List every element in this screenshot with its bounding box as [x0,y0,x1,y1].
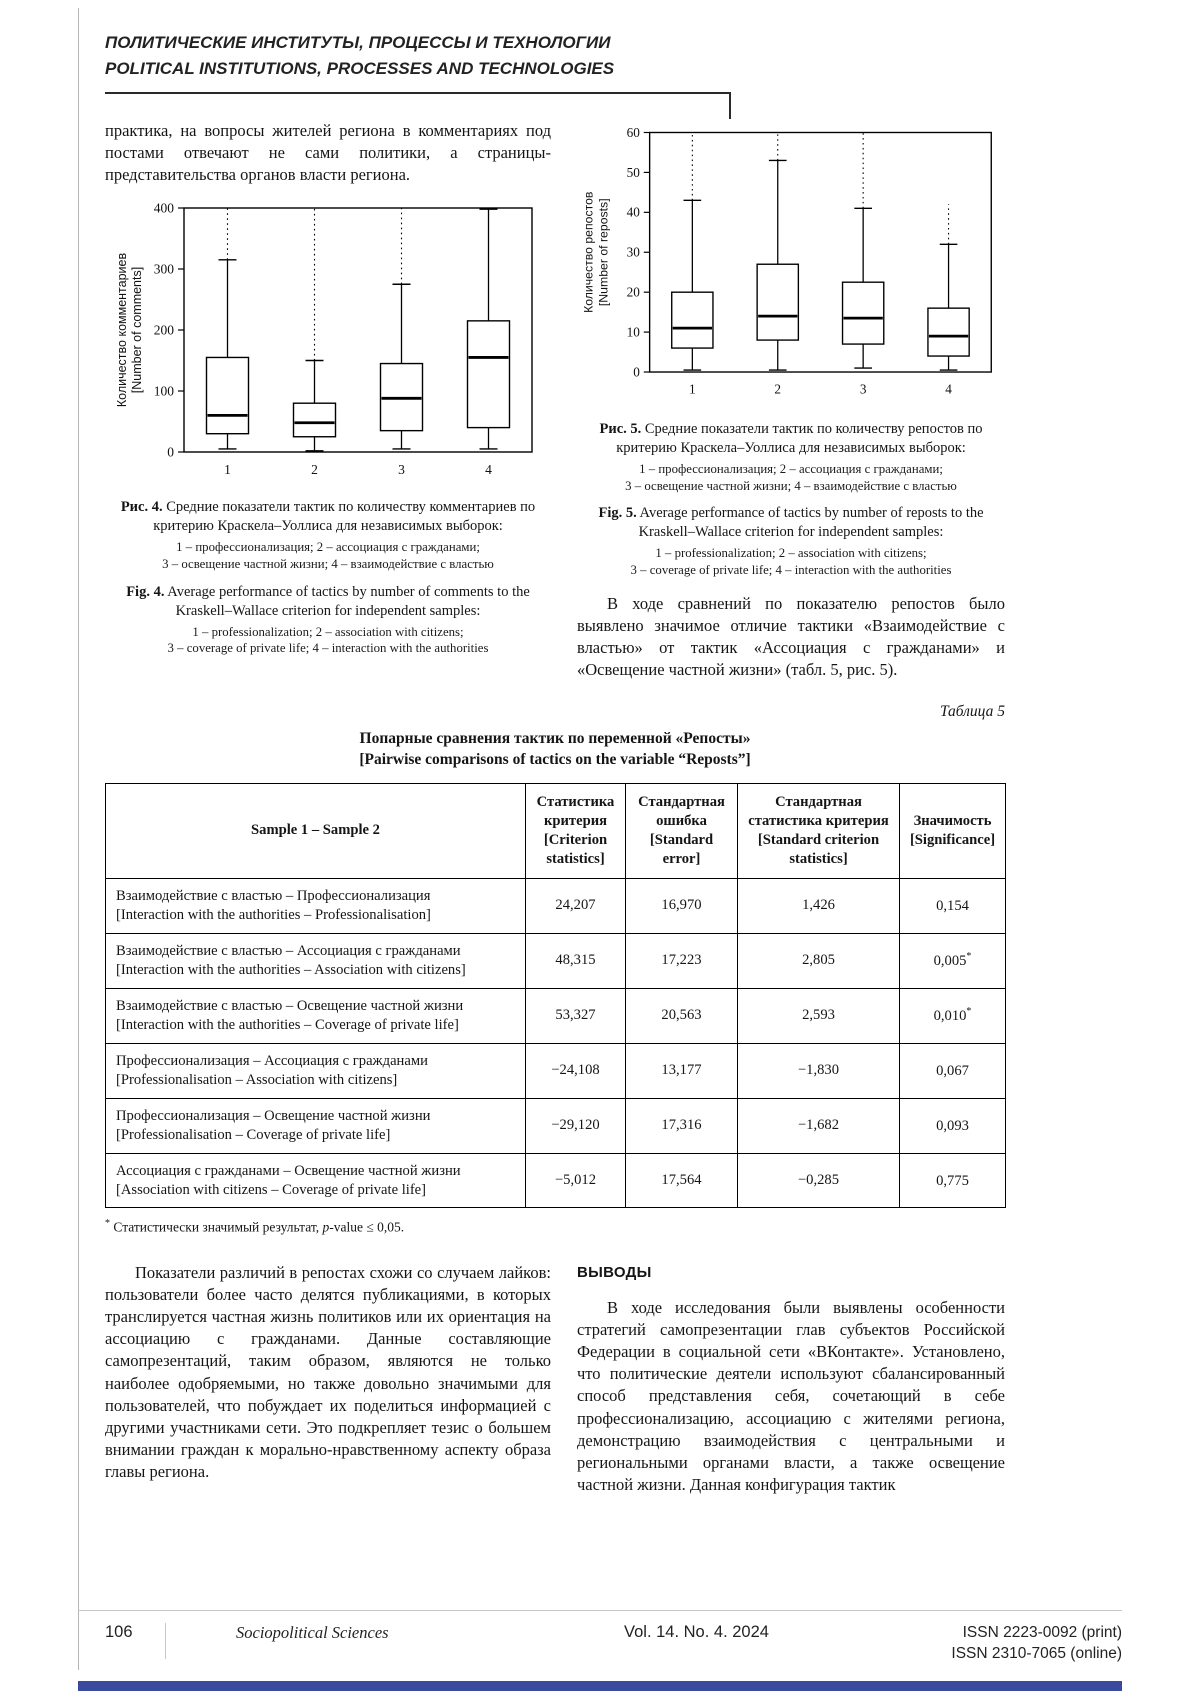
fig5-caption-en-text: Average performance of tactics by number of reposts to the Kraskell–Wallace criterion for independent samples: [636,505,984,541]
table-title-en: [Pairwise comparisons of tactics on the variable “Reposts”] [359,751,751,769]
table-row [106,1153,1006,1208]
svg-text:0: 0 [633,364,640,380]
fig4-caption-en [111,583,545,621]
cell-stat: 24,207 [526,878,626,933]
cell-stat: −29,120 [526,1098,626,1153]
cell-significance: 0,775 [900,1153,1006,1208]
fig5-caption-ru [583,420,999,458]
cell-sample: Ассоциация с гражданами – Освещение частной жизни [Association with citizens – Coverage of private life] [106,1153,526,1208]
table-number-label: Таблица 5 [939,703,1005,721]
conclusions-paragraph: В ходе исследования были выявлены особенности стратегий самопрезентации глав субъектов Российской Федерации в социальной сети «ВКонтакте». Установлено, что политические деятели используют сбалансированный способ представления себя, сочетающий в себе профессионализацию, ассоциацию с жителями региона, демонстрацию взаимодействия с центральными и региональными органами власти, а также освещение частной жизни. Данная конфигурация тактик [577,1297,1005,1494]
cell-significance: 0,067 [900,1043,1006,1098]
cell-sample: Взаимодействие с властью – Освещение частной жизни [Interaction with the authorities – Coverage of private life] [106,988,526,1043]
cell-sample: Взаимодействие с властью – Ассоциация с гражданами [Interaction with the authorities – Association with citizens] [106,933,526,988]
intro-paragraph: практика, на вопросы жителей региона в комментариях под постами отвечают не сами политики, а страницы-представительства органов власти региона. [105,120,551,184]
cell-stat: 48,315 [526,933,626,988]
table-row [106,878,1006,933]
svg-text:100: 100 [153,383,174,399]
header-cell-sample: Sample 1 – Sample 2 [106,783,526,878]
header-cell-standard-criterion-statistics: Стандартная статистика критерия [Standard criterion statistics] [738,783,900,878]
page-content [105,30,1005,1496]
page-number: 106 [105,1623,133,1642]
fig4-caption-ru-label: Рис. 4. [120,499,163,516]
table-row [106,933,1006,988]
footer-journal-name: Sociopolitical Sciences [236,1623,389,1643]
cell-significance: 0,010* [900,988,1006,1043]
section-title-ru: ПОЛИТИЧЕСКИЕ ИНСТИТУТЫ, ПРОЦЕССЫ И ТЕХНОЛОГИИ [105,33,611,52]
cell-significance: 0,154 [900,878,1006,933]
fig4-caption-ru [111,498,545,536]
svg-text:2: 2 [774,381,782,397]
svg-text:2: 2 [311,462,318,478]
cell-std-stat: 1,426 [738,878,900,933]
svg-text:1: 1 [689,381,696,397]
footer-divider [165,1623,166,1659]
header-cell-significance: Значимость [Significance] [900,783,1006,878]
fig5-legend-ru: 1 – профессионализация; 2 – ассоциация с гражданами; 3 – освещение частной жизни; 4 – взаимодействие с властью [625,461,957,493]
cell-std-stat: −1,830 [738,1043,900,1098]
fig4-caption-ru-text: Средние показатели тактик по количеству комментариев по критерию Краскела–Уоллиса для независимых выборок: [153,499,536,535]
cell-std-stat: −0,285 [738,1153,900,1208]
svg-text:40: 40 [626,204,640,220]
header-rule-tick [729,92,731,119]
right-column [577,120,1005,681]
table-row [106,988,1006,1043]
svg-text:3: 3 [859,381,867,397]
page-footer [78,1610,1122,1697]
cell-stat: −5,012 [526,1153,626,1208]
fig5-caption-ru-label: Рис. 5. [599,420,642,437]
table-title [105,729,1005,771]
table-footnote: * Статистически значимый результат, p-value ≤ 0,05. [105,1218,405,1235]
cell-stat: 53,327 [526,988,626,1043]
discussion-paragraph: Показатели различий в репостах схожи со случаем лайков: пользователи более часто делятся публикациями, в которых транслируется частная жизнь политиков или их ориентация на ассоциацию с гражданами. Данные составляющие самопрезентаций, таким образом, являются не только наиболее одобряемыми, но также довольно значимыми для пользователей, что побуждает их поделиться информацией с другими участниками сети. Это подкрепляет тезис о большем внимании граждан к морально-нравственному аспекту образа главы региона. [105,1262,551,1481]
cell-error: 17,223 [626,933,738,988]
footer-issn [907,1623,1122,1665]
header-cell-standard-error: Стандартная ошибка [Standard error] [626,783,738,878]
svg-text:[Number of comments]: [Number of comments] [130,266,144,394]
fig5-caption-en-label: Fig. 5. [598,505,637,522]
svg-text:300: 300 [153,261,174,277]
bottom-accent-bar [78,1681,1122,1691]
svg-text:3: 3 [398,462,405,478]
cell-std-stat: 2,805 [738,933,900,988]
svg-text:[Number of reposts]: [Number of reposts] [596,198,611,306]
cell-significance: 0,005* [900,933,1006,988]
footer-row [78,1610,1122,1675]
fig4-caption-en-text: Average performance of tactics by number of comments to the Kraskell–Wallace criterion for independent samples: [164,583,530,619]
cell-error: 16,970 [626,878,738,933]
reposts-paragraph: В ходе сравнений по показателю репостов было выявлено значимое отличие тактики «Взаимодействие с властью» от тактик «Ассоциация с гражданами» и «Освещение частной жизни» (табл. 5, рис. 5). [577,593,1005,680]
fig4-legend-en: 1 – professionalization; 2 – association with citizens; 3 – coverage of private life; 4 – interaction with the authorities [167,624,489,656]
svg-text:10: 10 [626,324,640,340]
cell-sample: Взаимодействие с властью – Профессионализация [Interaction with the authorities – Professionalisation] [106,878,526,933]
cell-error: 17,316 [626,1098,738,1153]
svg-text:0: 0 [167,444,174,460]
journal-section-header [105,30,1005,83]
pairwise-comparisons-table [105,783,1006,1209]
svg-text:50: 50 [626,164,640,180]
svg-text:20: 20 [626,284,640,300]
svg-text:400: 400 [153,200,174,216]
svg-text:Количество комментариев: Количество комментариев [115,252,129,408]
table-title-ru: Попарные сравнения тактик по переменной «Репосты» [359,730,751,748]
cell-stat: −24,108 [526,1043,626,1098]
conclusions-column [577,1262,1005,1496]
cell-sample: Профессионализация – Освещение частной жизни [Professionalisation – Coverage of private life] [106,1098,526,1153]
header-rule [105,92,731,94]
fig5-boxplot-chart [577,120,1005,412]
fig4-boxplot-chart [110,198,546,490]
fig4-caption-en-label: Fig. 4. [126,583,165,600]
cell-error: 13,177 [626,1043,738,1098]
issn-online: ISSN 2310-7065 (online) [951,1645,1122,1663]
fig5-caption-ru-text: Средние показатели тактик по количеству репостов по критерию Краскела–Уоллиса для независимых выборок: [616,420,983,456]
conclusions-heading: ВЫВОДЫ [577,1263,652,1281]
footer-volume: Vol. 14. No. 4. 2024 [624,1623,769,1642]
svg-text:60: 60 [626,124,640,140]
discussion-column [105,1262,551,1496]
discussion-section [105,1262,1005,1496]
section-title-en: POLITICAL INSTITUTIONS, PROCESSES AND TECHNOLOGIES [105,59,615,79]
cell-error: 17,564 [626,1153,738,1208]
left-column [105,120,551,681]
fig4-legend-ru: 1 – профессионализация; 2 – ассоциация с гражданами; 3 – освещение частной жизни; 4 – взаимодействие с властью [162,540,494,571]
fig5-caption-en [583,504,999,542]
cell-sample: Профессионализация – Ассоциация с гражданами [Professionalisation – Association with citizens] [106,1043,526,1098]
svg-text:Количество репостов: Количество репостов [581,191,596,313]
svg-text:200: 200 [153,322,174,338]
svg-text:4: 4 [945,381,952,397]
cell-std-stat: −1,682 [738,1098,900,1153]
cell-significance: 0,093 [900,1098,1006,1153]
svg-text:30: 30 [626,244,640,260]
table-header-row [106,783,1006,878]
fig5-legend-en: 1 – professionalization; 2 – association with citizens; 3 – coverage of private life; 4 – interaction with the authorities [630,546,952,578]
left-margin-rule [78,8,79,1670]
table-row [106,1043,1006,1098]
table-row [106,1098,1006,1153]
header-cell-criterion-statistics: Статистика критерия [Criterion statistics] [526,783,626,878]
cell-std-stat: 2,593 [738,988,900,1043]
svg-text:4: 4 [485,462,492,478]
figures-section [105,120,1005,681]
cell-error: 20,563 [626,988,738,1043]
issn-print: ISSN 2223-0092 (print) [962,1624,1122,1642]
svg-text:1: 1 [224,462,231,478]
